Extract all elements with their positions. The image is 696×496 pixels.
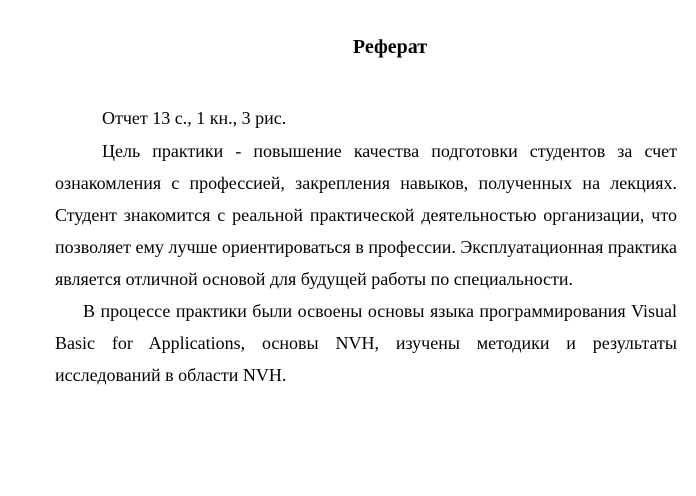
document-title: Реферат: [352, 36, 428, 58]
paragraph-practice-goal: Цель практики - повышение качества подготовки студентов за счет ознакомления с профессией, закрепления навыков, полученных на лекциях. Студент знакомится с реальной практической деятельностью организации, что позволяет ему лучше ориентироваться в профессии. Эксплуатационная практика является отличной основой для будущей работы по специальности.: [55, 141, 677, 289]
report-summary: Отчет 13 с., 1 кн., 3 рис.: [102, 108, 287, 128]
paragraph-practice-results: В процессе практики были освоены основы языка программирования Visual Basic for Applications, основы NVH, изучены методики и результаты исследований в области NVH.: [55, 301, 677, 385]
